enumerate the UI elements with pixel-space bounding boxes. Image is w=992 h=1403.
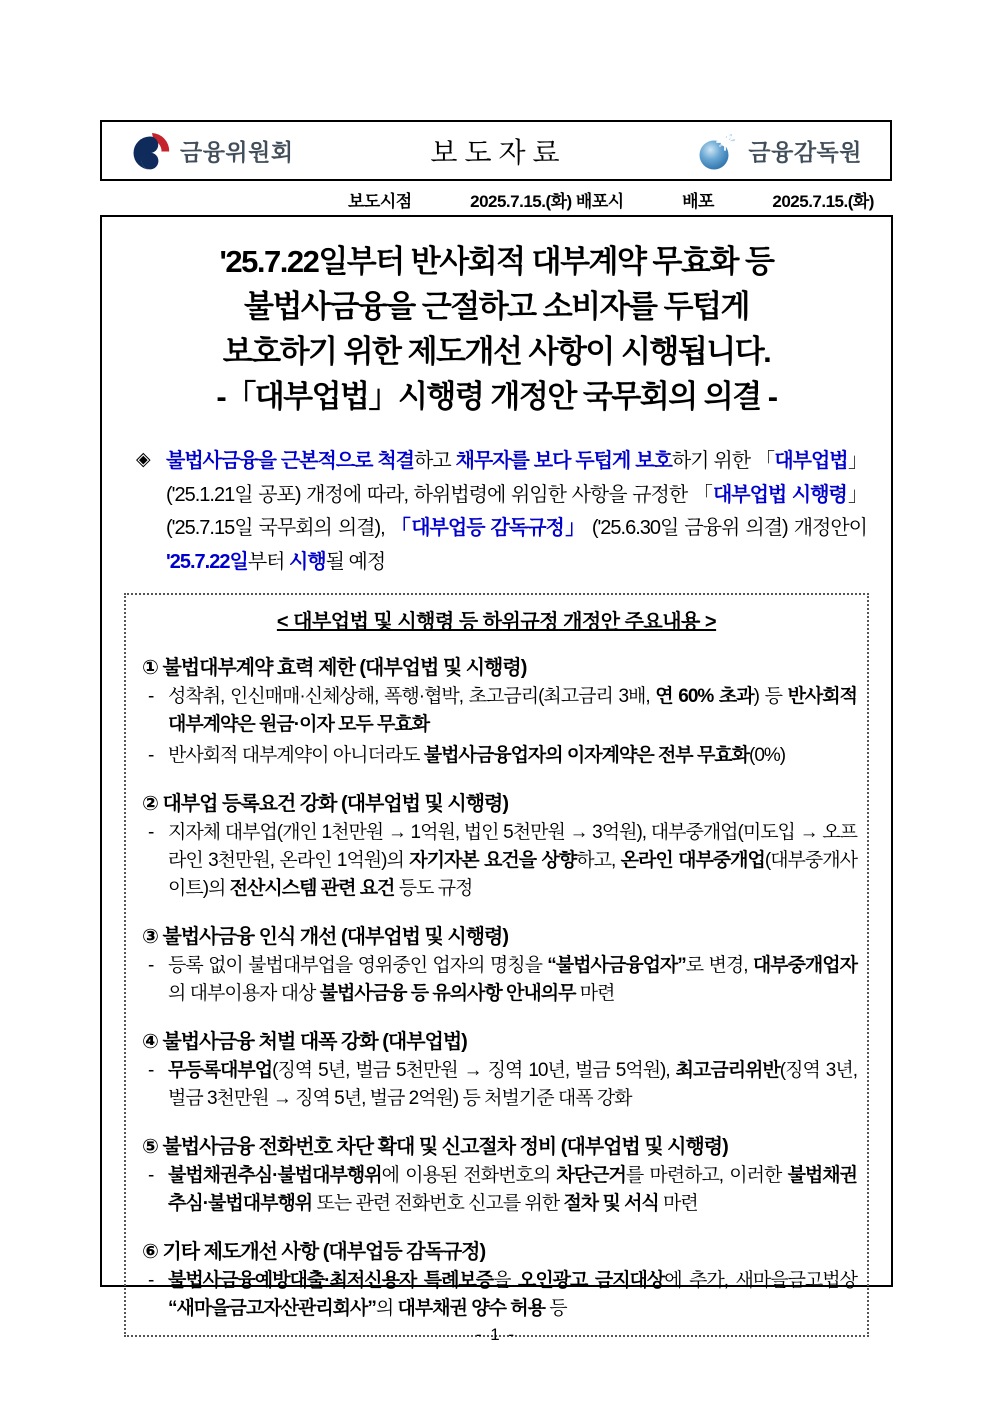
fsc-taegeuk-logo-icon: [130, 131, 170, 171]
amendment-section: [136, 1235, 857, 1323]
text-segment: “새마을금고자산관리회사”: [168, 1298, 376, 1319]
text-segment: 대부중개업자: [752, 955, 857, 976]
key-contents-box: [124, 593, 869, 1337]
text-segment: 로 변경,: [685, 955, 753, 976]
section-item: [136, 742, 857, 770]
item-text: [168, 742, 857, 770]
key-contents-heading: < 대부업법 및 시행령 등 하위규정 개정안 주요내용 >: [276, 611, 717, 633]
text-segment: 불법채권추심·불법대부행위: [168, 1165, 382, 1186]
headline-line: '25.7.22일부터 반사회적 대부계약 무효화 등: [219, 244, 774, 279]
text-segment: 대부채권 양수 허용: [397, 1298, 545, 1319]
text-segment: 불법사금융예방대출·최저신용자 특례보증: [168, 1270, 494, 1291]
text-segment: 마련: [658, 1193, 698, 1214]
text-segment: 를 마련하고, 이러한: [625, 1165, 788, 1186]
text-segment: 온라인 대부중개업: [620, 850, 765, 871]
page-number: - 1 -: [475, 1325, 517, 1344]
text-segment: 전산시스템 관련 요건: [229, 878, 395, 899]
text-segment: 무등록대부업: [168, 1060, 273, 1081]
section-item: [136, 1267, 857, 1323]
text-segment: 」 ('25.7.15일 국무회의 의결),: [166, 483, 868, 539]
text-segment: 오인광고 금지대상: [517, 1270, 665, 1291]
text-segment: 하고: [414, 450, 456, 472]
section-item: [136, 952, 857, 1008]
text-segment: 에 이용된 전화번호의: [381, 1165, 557, 1186]
fsc-org: [130, 131, 294, 171]
section-title: ⑤ 불법사금융 전화번호 차단 확대 및 신고절차 정비 (대부업법 및 시행령): [142, 1136, 728, 1158]
text-segment: 반사회적 대부계약이 아니더라도: [168, 745, 424, 766]
text-segment: (징역 3년, 벌금 3천만원 → 징역 5년, 벌금 2억원) 등 처벌기준 대폭 강화: [168, 1060, 857, 1109]
amendment-section: [136, 1025, 857, 1113]
release-time-value: 2025.7.15.(화) 배포시: [470, 191, 624, 211]
text-segment: 반사회적 대부계약은 원금·이자 모두 무효화: [168, 686, 857, 735]
text-segment: 차단근거: [556, 1165, 626, 1186]
text-segment: ('25.6.30일 금융위 의결) 개정안이: [585, 517, 867, 539]
text-segment: 마련: [575, 983, 615, 1004]
distribution-label: 배포: [682, 191, 714, 211]
main-content-box: [100, 215, 893, 1319]
text-segment: 또는 관련 전화번호 신고를 위한: [312, 1193, 564, 1214]
section-title: ⑥ 기타 제도개선 사항 (대부업등 감독규정): [142, 1241, 486, 1263]
amendment-section: [136, 920, 857, 1008]
text-segment: 「대부업등 감독규정」: [390, 517, 586, 539]
section-title: ① 불법대부계약 효력 제한 (대부업법 및 시행령): [142, 657, 527, 679]
text-segment: 의: [375, 1298, 398, 1319]
text-segment: 에 추가, 새마을금고법상: [664, 1270, 857, 1291]
item-text: [168, 952, 857, 1008]
fsc-org-name: 금융위원회: [180, 139, 294, 165]
dash-bullet: -: [148, 686, 155, 707]
text-segment: 불법사금융 등 유의사항 안내의무: [319, 983, 576, 1004]
dash-bullet: -: [148, 955, 155, 976]
section-item: [136, 683, 857, 739]
summary-paragraph: [122, 445, 871, 579]
fss-org-name: 금융감독원: [748, 139, 862, 165]
dash-bullet: -: [148, 822, 155, 843]
section-title: ② 대부업 등록요건 강화 (대부업법 및 시행령): [142, 793, 509, 815]
release-meta-row: [100, 183, 892, 215]
dash-bullet: -: [148, 1270, 155, 1291]
text-segment: 을: [493, 1270, 518, 1291]
text-segment: 대부업법: [774, 450, 848, 472]
text-segment: 될 예정: [325, 550, 386, 573]
text-segment: “불법사금융업자”: [547, 955, 686, 976]
item-text: [168, 1267, 857, 1323]
dash-bullet: -: [148, 745, 155, 766]
summary-text: [166, 445, 867, 579]
text-segment: 불법사금융업자의 이자계약은 전부 무효화: [423, 745, 750, 766]
headline-block: [122, 239, 871, 419]
text-segment: 불법채권추심·불법대부행위: [168, 1165, 857, 1214]
text-segment: 등도 규정: [394, 878, 473, 899]
headline-line: -「대부업법」시행령 개정안 국무회의 의결 -: [216, 379, 777, 414]
press-release-title: 보도자료: [430, 137, 567, 169]
text-segment: 등록 없이 불법대부업을 영위중인 업자의 명칭을: [168, 955, 548, 976]
amendment-section: [136, 1130, 857, 1218]
fss-sphere-logo-icon: [696, 130, 738, 172]
text-segment: 대부업법 시행령: [712, 483, 847, 506]
distribution-value: 2025.7.15.(화): [772, 191, 874, 211]
text-segment: '25.7.22일: [166, 550, 248, 573]
text-segment: ) 등: [753, 686, 788, 707]
dash-bullet: -: [148, 1060, 155, 1081]
headline-line: 불법사금융을 근절하고 소비자를 두텁게: [244, 289, 749, 324]
text-segment: 지자체 대부업(개인 1천만원 → 1억원, 법인 5천만원 → 3억원), 대부중개업(미도입 → 오프라인 3천만원, 온라인 1억원)의: [168, 822, 857, 871]
item-text: [168, 683, 857, 739]
text-segment: 성착취, 인신매매·신체상해, 폭행·협박, 초고금리(최고금리 3배,: [168, 686, 656, 707]
text-segment: 하기 위한 「: [671, 450, 775, 472]
text-segment: 불법사금융을 근본적으로 척결: [166, 450, 414, 472]
text-segment: 부터: [247, 550, 290, 573]
header-box: [100, 120, 892, 181]
section-item: [136, 1057, 857, 1113]
section-item: [136, 1162, 857, 1218]
text-segment: 시행: [289, 550, 326, 573]
diamond-bullet-icon: ◈: [136, 449, 151, 470]
item-text: [168, 819, 857, 903]
item-text: [168, 1162, 857, 1218]
text-segment: 최고금리위반: [675, 1060, 780, 1081]
text-segment: 자기자본 요건을 상향: [409, 850, 577, 871]
text-segment: 」 ('25.1.21일 공포) 개정에 따라, 하위법령에 위임한 사항을 규정한 「: [166, 450, 867, 506]
text-segment: (0%): [749, 745, 786, 766]
key-contents-sections: [136, 651, 857, 1323]
amendment-section: [136, 651, 857, 770]
text-segment: 절차 및 서식: [563, 1193, 659, 1214]
text-segment: 연 60% 초과: [655, 686, 754, 707]
section-item: [136, 819, 857, 903]
section-title: ③ 불법사금융 인식 개선 (대부업법 및 시행령): [142, 926, 509, 948]
item-text: [168, 1057, 857, 1113]
fss-org: [696, 130, 862, 172]
text-segment: (징역 5년, 벌금 5천만원 → 징역 10년, 벌금 5억원),: [272, 1060, 676, 1081]
amendment-section: [136, 787, 857, 903]
section-title: ④ 불법사금융 처벌 대폭 강화 (대부업법): [142, 1031, 467, 1053]
release-time-label: 보도시점: [348, 191, 412, 211]
text-segment: 의 대부이용자 대상: [168, 983, 320, 1004]
text-segment: 등: [544, 1298, 567, 1319]
headline-line: 보호하기 위한 제도개선 사항이 시행됩니다.: [222, 334, 771, 369]
text-segment: 하고,: [576, 850, 621, 871]
text-segment: (대부중개사이트)의: [168, 850, 857, 899]
dash-bullet: -: [148, 1165, 155, 1186]
text-segment: 채무자를 보다 두텁게 보호: [455, 450, 672, 472]
